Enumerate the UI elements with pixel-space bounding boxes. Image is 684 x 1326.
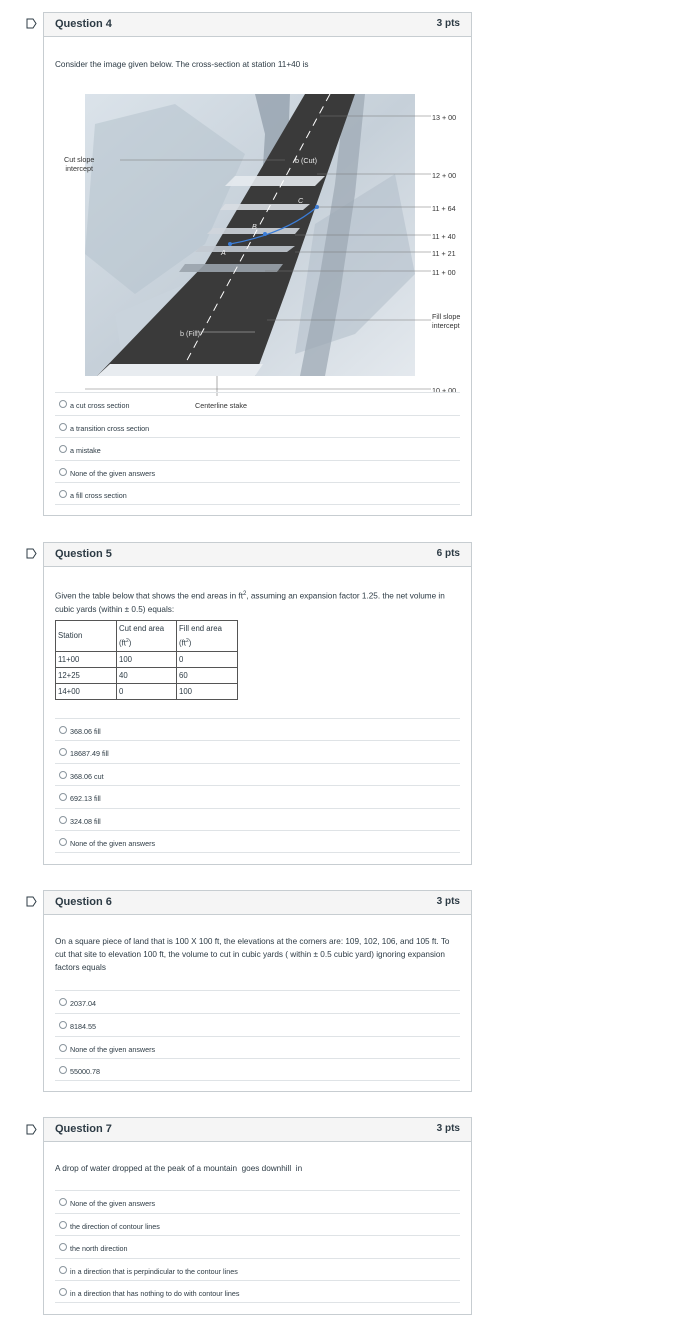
radio-button[interactable] [59,726,67,734]
station-label: 13 + 00 [432,113,457,122]
answer-label: None of the given answers [70,838,156,848]
question-7 [43,1117,472,1315]
question-header [44,891,471,915]
answer-option[interactable] [55,1013,460,1036]
table-row [56,683,238,699]
radio-button[interactable] [59,816,67,824]
point-c-label: C [298,196,304,205]
question-text: Consider the image given below. The cross-section at station 11+40 is [55,60,309,69]
answer-option[interactable] [55,392,460,415]
table-cell: 40 [117,667,177,683]
question-title: Question 4 [55,18,112,30]
answer-option[interactable] [55,1258,460,1281]
divider [55,504,460,505]
centerline-stake-label: Centerline stake [195,401,247,410]
answer-label: None of the given answers [70,1044,156,1054]
point-a-label: A [221,248,226,257]
answer-option[interactable] [55,808,460,831]
question-5 [43,542,472,865]
radio-button[interactable] [59,1066,67,1074]
radio-button[interactable] [59,400,67,408]
answer-option[interactable] [55,437,460,460]
question-title: Question 7 [55,1123,112,1135]
flag-question-icon[interactable] [26,896,37,907]
flag-question-icon[interactable] [26,548,37,559]
answer-label: a cut cross section [70,400,130,410]
earthwork-diagram [55,94,463,412]
answer-label: 324.08 fill [70,816,101,826]
radio-button[interactable] [59,998,67,1006]
question-points: 3 pts [436,18,460,29]
question-6 [43,890,472,1092]
radio-button[interactable] [59,490,67,498]
divider [55,1302,460,1303]
answer-label: a fill cross section [70,490,127,500]
question-4 [43,12,472,516]
question-header [44,13,471,37]
answer-label: None of the given answers [70,468,156,478]
table-row [56,651,238,667]
table-cell: 100 [117,651,177,667]
question-title: Question 5 [55,548,112,560]
answer-label: 2037.04 [70,998,96,1008]
answer-option[interactable] [55,718,460,741]
cut-slope-label: Cut slope intercept [64,155,95,173]
radio-button[interactable] [59,1266,67,1274]
answer-option[interactable] [55,830,460,853]
earthwork-figure [55,94,463,412]
answer-option[interactable] [55,1190,460,1213]
question-title: Question 6 [55,896,112,908]
question-text: Given the table below that shows the end areas in $ft^2$, assuming an expansion factor 1.25. the net volume in cubic yards (within ± 0.5) equals: [55,591,445,614]
column-header: Station [56,621,117,652]
b-cut-label: b (Cut) [295,156,317,165]
radio-button[interactable] [59,748,67,756]
answer-option[interactable] [55,1058,460,1081]
table-cell: 14+00 [56,683,117,699]
radio-button[interactable] [59,1044,67,1052]
answer-option[interactable] [55,460,460,483]
station-label: 10 + 00 [432,386,457,395]
answer-label: the north direction [70,1243,128,1253]
station-label: 11 + 64 [432,204,456,213]
table-cell: 60 [177,667,238,683]
radio-button[interactable] [59,1021,67,1029]
answer-option[interactable] [55,1213,460,1236]
answer-label: 368.06 cut [70,771,104,781]
answer-option[interactable] [55,1036,460,1059]
answer-label: the direction of contour lines [70,1221,160,1231]
question-points: 3 pts [436,896,460,907]
radio-button[interactable] [59,1198,67,1206]
column-header: Fill end area $(ft^2)$ [177,621,238,652]
answer-option[interactable] [55,482,460,505]
radio-button[interactable] [59,445,67,453]
divider [55,852,460,853]
answer-option[interactable] [55,740,460,763]
radio-button[interactable] [59,468,67,476]
answer-label: 8184.55 [70,1021,96,1031]
answer-option[interactable] [55,763,460,786]
flag-question-icon[interactable] [26,1124,37,1135]
table-cell: 0 [177,651,238,667]
column-header: Cut end area $(ft^2)$ [117,621,177,652]
radio-button[interactable] [59,423,67,431]
answer-option[interactable] [55,785,460,808]
answer-label: a mistake [70,445,101,455]
station-label: 11 + 00 [432,268,456,277]
b-fill-label: b (Fill) [180,329,200,338]
answer-option[interactable] [55,1235,460,1258]
question-points: 3 pts [436,1123,460,1134]
table-cell: 12+25 [56,667,117,683]
station-label: 12 + 00 [432,171,457,180]
table-header-row [56,621,238,652]
question-points: 6 pts [436,548,460,559]
radio-button[interactable] [59,1288,67,1296]
point-b-label: B [252,222,257,231]
answer-label: 55000.78 [70,1066,100,1076]
answer-label: a transition cross section [70,423,150,433]
flag-question-icon[interactable] [26,18,37,29]
table-row [56,667,238,683]
answer-option[interactable] [55,415,460,438]
fill-slope-label: Fill slope intercept [432,312,461,330]
question-text: A drop of water dropped at the peak of a mountain goes downhill in [55,1164,303,1173]
radio-button[interactable] [59,1243,67,1251]
divider [55,1080,460,1081]
station-label: 11 + 21 [432,249,456,258]
answer-label: 368.06 fill [70,726,101,736]
answer-label: None of the given answers [70,1198,156,1208]
question-text: On a square piece of land that is 100 X 100 ft, the elevations at the corners are: 109, 102, 106, and 105 ft. To cut that site to elevation 100 ft, the volume to cut in cubic yards ( within ± 0.5 cubic yard) ignoring expansion factors equals [55,937,450,972]
table-cell: 11+00 [56,651,117,667]
station-label: 11 + 40 [432,232,456,241]
answer-label: in a direction that is perpindicular to the contour lines [70,1266,238,1276]
answer-option[interactable] [55,1280,460,1303]
answer-label: 18687.49 fill [70,748,109,758]
radio-button[interactable] [59,838,67,846]
question-header [44,1118,471,1142]
answer-label: 692.13 fill [70,793,101,803]
radio-button[interactable] [59,1221,67,1229]
radio-button[interactable] [59,793,67,801]
answer-option[interactable] [55,990,460,1013]
question-header [44,543,471,567]
table-cell: 100 [177,683,238,699]
table-cell: 0 [117,683,177,699]
answer-label: in a direction that has nothing to do with contour lines [70,1288,240,1298]
radio-button[interactable] [59,771,67,779]
end-area-table [55,620,238,700]
